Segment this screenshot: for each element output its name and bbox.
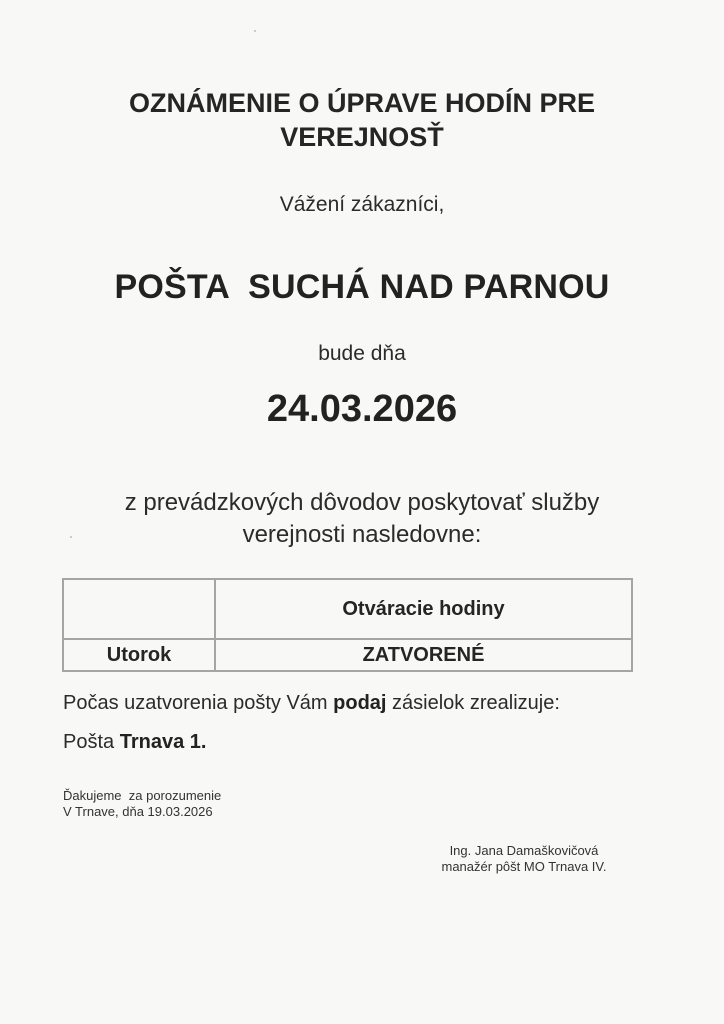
- table-header-empty: [63, 579, 215, 639]
- alternative-suffix: zásielok zrealizuje:: [386, 692, 560, 714]
- alternative-bold-podaj: podaj: [333, 692, 387, 714]
- notice-title: [0, 86, 724, 154]
- reason-line-2: verejnosti nasledovne:: [242, 521, 482, 548]
- table-cell-hours: ZATVORENÉ: [215, 639, 632, 671]
- signature-block: [418, 843, 630, 875]
- bude-dna-label: bude dňa: [318, 342, 406, 365]
- alternative-line-1: [63, 692, 560, 715]
- post-office-name: POŠTA SUCHÁ NAD PARNOU: [114, 268, 610, 306]
- alternative-post-prefix: Pošta: [63, 731, 120, 753]
- reason-line-1: z prevádzkových dôvodov poskytovať služby: [124, 489, 600, 516]
- table-header-opening-hours: Otváracie hodiny: [215, 579, 632, 639]
- table-cell-day: Utorok: [63, 639, 215, 671]
- alternative-prefix: Počas uzatvorenia pošty Vám: [63, 692, 334, 714]
- title-line-1: OZNÁMENIE O ÚPRAVE HODÍN PRE: [128, 88, 596, 118]
- reason-text: [0, 487, 724, 551]
- greeting: Vážení zákazníci,: [279, 193, 445, 216]
- opening-hours-table: [62, 578, 633, 672]
- alternative-line-2: [63, 731, 206, 754]
- closing-block: [63, 788, 221, 820]
- signature-name: Ing. Jana Damaškovičová: [449, 843, 599, 858]
- closure-date: 24.03.2026: [266, 388, 458, 430]
- title-line-2: VEREJNOSŤ: [280, 122, 444, 152]
- closing-thanks: Ďakujeme za porozumenie: [63, 788, 222, 803]
- signature-role: manažér pôšt MO Trnava IV.: [441, 859, 607, 874]
- table-row: [63, 639, 632, 671]
- scan-speck: [254, 30, 256, 32]
- table-header-row: [63, 579, 632, 639]
- closing-place-date: V Trnave, dňa 19.03.2026: [63, 804, 213, 819]
- alternative-post-office: Trnava 1.: [119, 731, 207, 753]
